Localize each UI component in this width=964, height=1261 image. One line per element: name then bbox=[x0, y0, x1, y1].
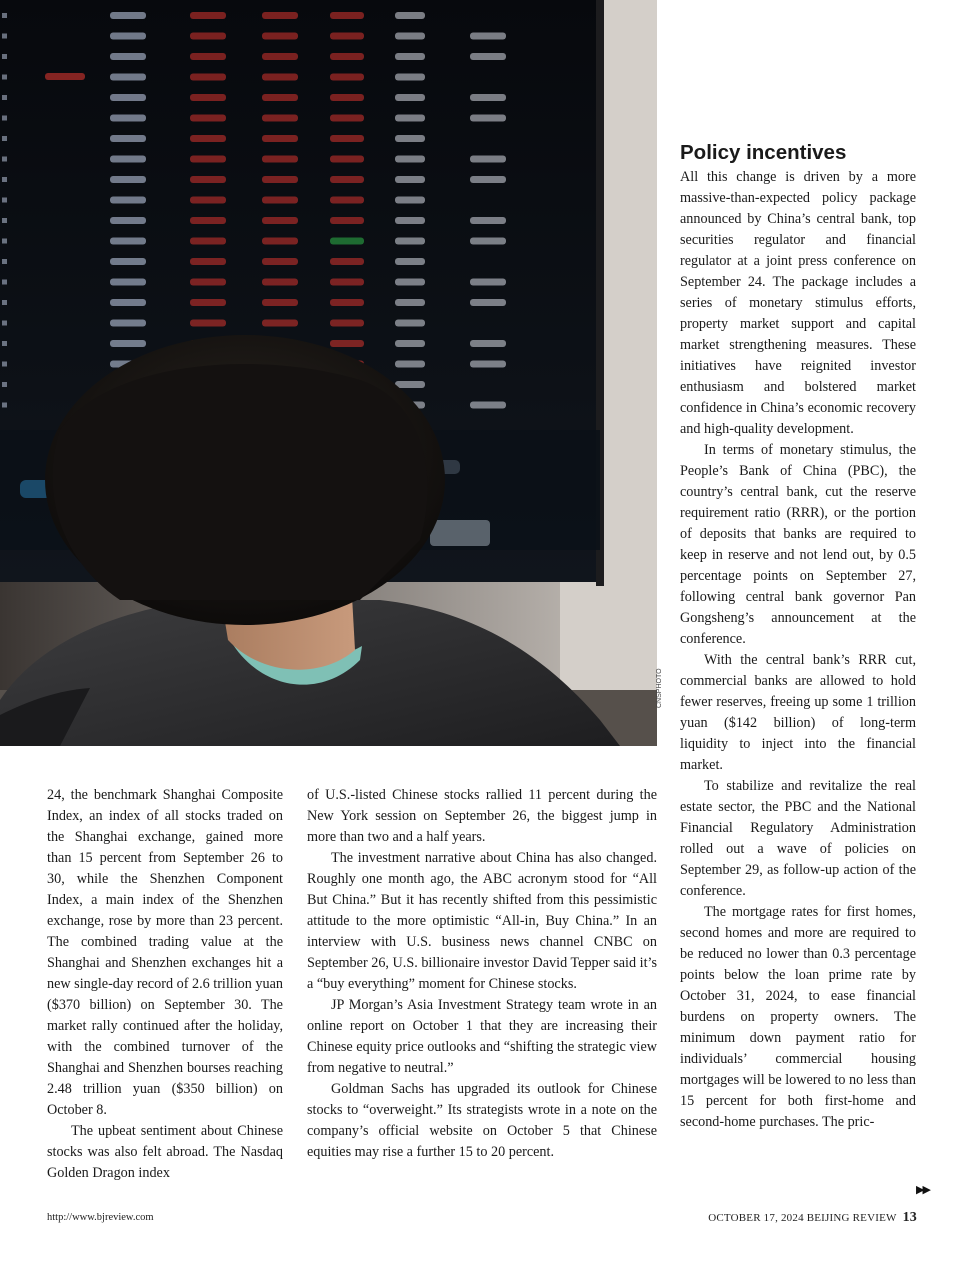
paragraph: The investment narrative about China has also changed. Roughly one month ago, the ABC acronym stood for “All But China.” But it has recently shifted from this pessimistic attitude to the more optimistic “All-in, Buy China.” In an interview with U.S. business news channel CNBC on September 26, U.S. billionaire investor David Tepper said it’s a “buy everything” moment for Chinese stocks. bbox=[307, 850, 657, 992]
footer-issue-text: OCTOBER 17, 2024 BEIJING REVIEW bbox=[708, 1212, 897, 1224]
column-2 bbox=[307, 785, 657, 1163]
photo-credit: CNSPHOTO bbox=[656, 668, 663, 708]
page-number: 13 bbox=[902, 1210, 917, 1225]
right-column bbox=[680, 141, 916, 1133]
footer-url[interactable]: http://www.bjreview.com bbox=[47, 1212, 154, 1223]
stock-board-photo bbox=[0, 0, 663, 746]
photo-illustration bbox=[0, 0, 657, 746]
section-heading: Policy incentives bbox=[680, 141, 847, 164]
paragraph: To stabilize and revitalize the real estate sector, the PBC and the National Financial Regulatory Administration rolled out a wave of policies on September 29, as follow-up action of the conference. bbox=[680, 778, 916, 899]
paragraph: The upbeat sentiment about Chinese stocks was also felt abroad. The Nasdaq Golden Dragon index bbox=[47, 1123, 283, 1181]
paragraph: All this change is driven by a more massive-than-expected policy package announced by China’s central bank, top securities regulator and financial regulator at a joint press conference on September 24. The package includes a series of monetary stimulus efforts, property market support and capital market strengthening measures. These initiatives have reignited investor enthusiasm and bolstered market confidence in China’s economic recovery and high-quality development. bbox=[680, 169, 916, 437]
paragraph: With the central bank’s RRR cut, commercial banks are allowed to hold fewer reserves, freeing up some 1 trillion yuan ($142 billion) of long-term liquidity to inject into the financial market. bbox=[680, 652, 916, 773]
paragraph: JP Morgan’s Asia Investment Strategy team wrote in an online report on October 1 that they are increasing their Chinese equity price outlooks and “shifting the strategic view from negative to neutral.” bbox=[307, 997, 657, 1076]
paragraph: The mortgage rates for first homes, second homes and more are required to be reduced no lower than 0.3 percentage points below the loan prime rate by October 31, 2024, to ease financial burdens on property owners. The minimum down payment ratio for individuals’ commercial housing mortgages will be lowered to no less than 15 percent for both first-home and second-home purchases. The pric- bbox=[680, 904, 917, 1130]
paragraph: Goldman Sachs has upgraded its outlook for Chinese stocks to “overweight.” Its strategists wrote in a note on the company’s official website on October 5 that Chinese equities may rise a further 15 to 20 percent. bbox=[307, 1081, 657, 1160]
continue-arrows-icon: ▶▶ bbox=[916, 1183, 929, 1196]
paragraph: In terms of monetary stimulus, the People’s Bank of China (PBC), the country’s central bank, cut the reserve requirement ratio (RRR), or the portion of deposits that banks are required to keep in reserve and not lend out, by 0.5 percentage points on September 27, following central bank governor Pan Gongsheng’s announcement at the conference. bbox=[680, 442, 916, 647]
column-1 bbox=[47, 785, 283, 1184]
paragraph: 24, the benchmark Shanghai Composite Index, an index of all stocks traded on the Shanghai exchange, gained more than 15 percent from September 26 to 30, while the Shenzhen Component Index, a main index of the Shenzhen exchange, rose by more than 23 percent. The combined trading value at the Shanghai and Shenzhen exchanges hit a new single-day record of 2.6 trillion yuan ($370 billion) on September 30. The market rally continued after the holiday, with the combined turnover of the Shanghai and Shenzhen bourses reaching 2.48 trillion yuan ($350 billion) on October 8. bbox=[47, 787, 283, 1118]
paragraph: of U.S.-listed Chinese stocks rallied 11 percent during the New York session on September 26, the biggest jump in more than two and a half years. bbox=[307, 787, 657, 845]
footer-issue bbox=[708, 1210, 917, 1226]
